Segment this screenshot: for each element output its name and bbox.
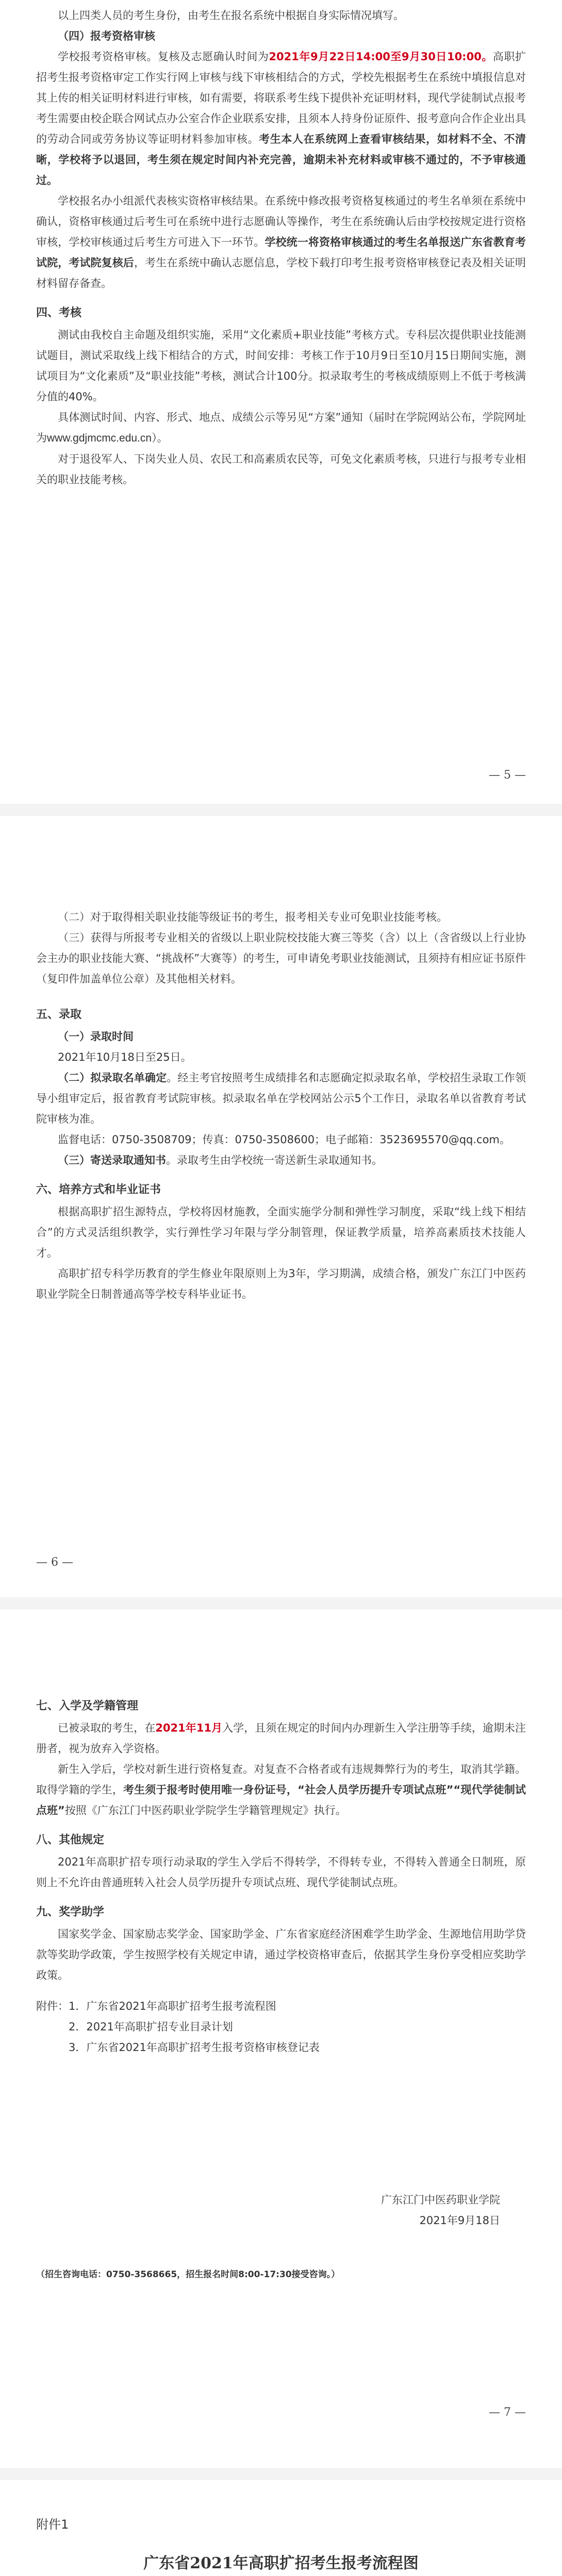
enrollment-month: 2021年11月	[155, 1722, 223, 1734]
sign-date: 2021年9月18日	[419, 2214, 500, 2227]
page-separator	[0, 2468, 562, 2480]
signature-block	[381, 2190, 500, 2231]
page-separator	[0, 1597, 562, 1609]
contact-info: 监督电话：0750-3508709；传真：0750-3508600；电子邮箱：3523695570@qq.com。	[58, 1133, 510, 1146]
enrollment-paragraph-1: 已被录取的考生，在2021年11月入学，且须在规定的时间内办理新生入学注册等手续，逾期未注册者，视为放弃入学资格。	[36, 1722, 526, 1755]
attachment-3[interactable]: 3．广东省2021年高职扩招考生报考资格审核登记表	[69, 2041, 320, 2054]
page-number-7: — 7 —	[489, 2406, 526, 2419]
signer-name: 广东江门中医药职业学院	[381, 2194, 500, 2206]
notice-paragraph: （三）寄送录取通知书。录取考生由学校统一寄送新生录取通知书。	[58, 1154, 383, 1166]
exemption-paragraph-3: （三）获得与所报考专业相关的省级以上职业院校技能大赛三等奖（含）以上（含省级以上行业协会主办的职业技能大赛、“挑战杯”大赛等）的考生，可申请免考职业技能测试，且须持有相应证书原件（复印件加盖单位公章）及其他相关材料。	[36, 931, 526, 985]
page-7-body	[36, 1695, 526, 2058]
admission-date: 2021年10月18日至25日。	[58, 1051, 192, 1063]
enrollment-paragraph-2: 新生入学后，学校对新生进行资格复查。对复查不合格者或有违规舞弊行为的考生，取消其学籍。取得学籍的学生，考生须于报考时使用唯一身份证号，“社会人员学历提升专项试点班”“现代学徒制试点班”按照《广东江门中医药职业学院学生学籍管理规定》执行。	[36, 1763, 526, 1817]
admission-list-paragraph: （二）拟录取名单确定。经主考官按照考生成绩排名和志愿确定拟录取名单，学校招生录取工作领导小组审定后，报省教育考试院审核。拟录取名单在学校网站公示5个工作日，录取名单以省教育考试院审核为准。	[36, 1072, 526, 1125]
section-9-heading: 九、奖学助学	[36, 1906, 105, 1919]
attachment-2[interactable]: 2．2021年高职扩招专业目录计划	[69, 2021, 233, 2033]
review-date: 2021年9月22日14:00至9月30日10:00。	[269, 50, 493, 63]
flowchart-title: 广东省2021年高职扩招考生报考流程图	[143, 2554, 419, 2572]
attachment-label: 附件1	[36, 2517, 69, 2532]
section-7-heading: 七、入学及学籍管理	[36, 1700, 139, 1713]
page-5	[0, 0, 562, 793]
page-5-body	[36, 5, 526, 490]
other-rules-paragraph: 2021年高职扩招专项行动录取的学生入学后不得转学，不得转专业，不得转入普通全日制班，原则上不允许由普通班转入社会人员学历提升专项试点班、现代学徒制试点班。	[36, 1856, 526, 1889]
assessment-paragraph-3: 对于退役军人、下岗失业人员、农民工和高素质农民等，可免文化素质考核，只进行与报考专业相关的职业技能考核。	[36, 453, 526, 486]
training-paragraph-2: 高职扩招专科学历教育的学生修业年限原则上为3年，学习期满，成绩合格，颁发广东江门中医药职业学院全日制普通高等学校专科毕业证书。	[36, 1267, 526, 1300]
section-8-heading: 八、其他规定	[36, 1834, 105, 1846]
exemption-paragraph-2: （二）对于取得相关职业技能等级证书的考生，报考相关专业可免职业技能考核。	[58, 911, 448, 923]
attachment-1[interactable]: 附件：1．广东省2021年高职扩招考生报考流程图	[36, 2000, 276, 2012]
page-separator	[0, 804, 562, 816]
section-5-heading: 五、录取	[36, 1008, 82, 1021]
review-paragraph-2: 学校报名办小组派代表核实资格审核结果。在系统中修改报考资格复核通过的考生名单须在系统中确认，资格审核通过后考生可在系统中进行志愿确认等操作，考生在系统确认后由学校按规定进行资格审核，学校审核通过后考生方可进入下一环节。学校统一将资格审核通过的考生名单报送广东省教育考试院，考试院复核后，考生在系统中确认志愿信息，学校下载打印考生报考资格审核登记表及相关证明材料留存备查。	[36, 195, 526, 290]
intro-line: 以上四类人员的考生身份，由考生在报名系统中根据自身实际情况填写。	[58, 9, 404, 22]
consult-contact: （招生咨询电话：0750-3568665，招生报名时间8:00-17:30接受咨询。）	[36, 2269, 340, 2280]
school-website-link[interactable]: www.gdjmcmc.edu.cn	[47, 432, 152, 444]
review-paragraph-1: 学校报考资格审核。复核及志愿确认时间为2021年9月22日14:00至9月30日10:00。高职扩招考生报考资格审定工作实行网上审核与线下审核相结合的方式，学校先根据考生在系统中填报信息对其上传的相关证明材料进行审核，如有需要，将联系考生线下提供补充证明材料，现代学徒制试点报考考生需要由校企联合网试点办公室合作企业联系安排，且须本人持身份证原件、报考意向合作企业出具的劳动合同或劳务协议等证明材料参加审核。考生本人在系统网上查看审核结果，如材料不全、不清晰，学校将予以退回，考生须在规定时间内补充完善，逾期未补充材料或审核不通过的，不予审核通过。	[36, 50, 526, 187]
training-paragraph-1: 根据高职扩招生源特点，学校将因材施教，全面实施学分制和弹性学习制度，采取“线上线下相结合”的方式灵活组织教学，实行弹性学习年限与学分制管理，保证教学质量，培养高素质技术技能人才。	[36, 1206, 526, 1259]
assessment-paragraph-1: 测试由我校自主命题及组织实施，采用“文化素质+职业技能”考核方式。专科层次提供职业技能测试题目，测试采取线上线下相结合的方式，时间安排：考核工作于10月9日至10月15日期间实施，测试项目为“文化素质”及“职业技能”考核，测试合计100分。拟录取考生的考核成绩原则上不低于考核满分值的40%。	[36, 329, 526, 403]
assessment-paragraph-2: 具体测试时间、内容、形式、地点、成绩公示等另见“方案”通知（届时在学院网站公布，学院网址为www.gdjmcmc.edu.cn）。	[36, 411, 526, 444]
page-number-5: — 5 —	[489, 769, 526, 782]
page-8	[0, 2494, 562, 2576]
section-6-heading: 六、培养方式和毕业证书	[36, 1183, 161, 1196]
section-4-heading: 四、考核	[36, 307, 82, 319]
admission-time-heading: （一）录取时间	[58, 1030, 134, 1043]
page-number-6: — 6 —	[36, 1556, 73, 1569]
scholarship-paragraph: 国家奖学金、国家励志奖学金、国家助学金、广东省家庭经济困难学生助学金、生源地信用助学贷款等奖助学政策，学生按照学校有关规定申请，通过学校资格审查后，依据其学生身份享受相应奖助学政策。	[36, 1928, 526, 1981]
review-heading: （四）报考资格审核	[58, 30, 155, 42]
page-6-body	[36, 907, 526, 1304]
page-7	[0, 1618, 562, 2473]
